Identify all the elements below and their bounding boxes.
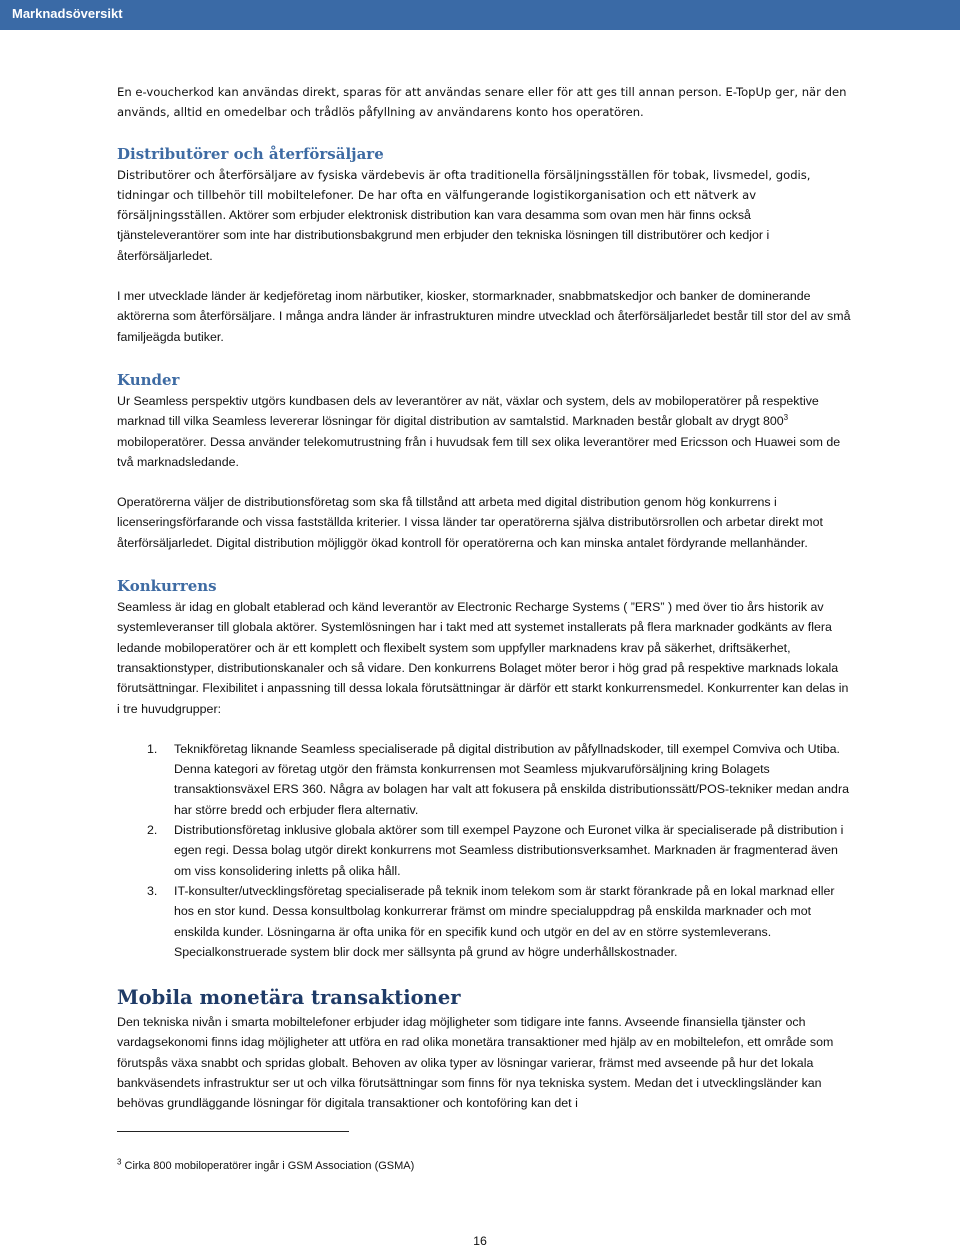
competition-paragraph-1: Seamless är idag en globalt etablerad och känd leverantör av Electronic Recharge Systems ( ”ERS” ) med över tio års historik av systemleveranser till globala aktörer. Systemlösningen har i takt med att systemet installerats på flera marknader godkänts av flera ledande mobiloperatörer och är ett komplett och flexibelt system som uppfyller marknadens krav på säkerhet, driftsäkerhet, transaktionstyper, distributionskanaler och så vidare. Den konkurrens Bolaget möter beror i hög grad på respektive marknads lokala förutsättningar. Flexibilitet i anpassning till dessa lokala förutsättningar är därför ett starkt konkurrensmedel. Konkurrenter kan delas in i tre huvudgrupper:	[117, 600, 849, 716]
page-number: 16	[473, 1234, 487, 1248]
list-item-text: Teknikföretag liknande Seamless specialiserade på digital distribution av påfyllnadskoder, till exempel Comviva och Utiba. Denna kategori av företag utgör den främsta konkurrensen mot Seamless mjukvaruförsäljning kring Bolagets transaktionsväxel ERS 360. Några av bolagen har valt att fokusera på enskilda distributionssätt/POS-tekniker medan andra har större bredd och erbjuder flera alternativ.	[174, 741, 849, 817]
footnote-separator	[117, 1131, 349, 1132]
list-item	[117, 820, 853, 881]
distributors-paragraph-1-sans: Distributörer och återförsäljare av fysiska värdebevis är ofta traditionella försäljningsställen för tobak, livsmedel, godis, tidningar och tillbehör till mobiltelefoner. De har ofta en välfungerande logistikorganisation och ett nätverk av försäljningsställen.	[117, 167, 811, 223]
list-item	[117, 739, 853, 820]
distributors-paragraph-2: I mer utvecklade länder är kedjeföretag inom närbutiker, kiosker, stormarknader, snabbmatskedjor och banker de dominerande aktörerna som återförsäljare. I många andra länder är infrastrukturen mindre utvecklad och återförsäljarledet består till stor del av små familjeägda butiker.	[117, 289, 851, 344]
list-item-text: IT-konsulter/utvecklingsföretag specialiserade på teknik inom telekom som är starkt förankrade på en lokal marknad eller hos en stor kund. Dessa konsultbolag konkurrerar främst om mindre specialuppdrag på enskilda marknader och mot enskilda kunder. Lösningarna är ofta unika för en specifik kund och utgör en del av en större systemleverans. Specialkonstruerade system blir dock mer sällsynta på grund av högre underhållskostnader.	[174, 883, 835, 959]
page-header-bar	[0, 0, 960, 30]
customers-paragraph-1-text-end: mobiloperatörer. Dessa använder telekomutrustning från i huvudsak fem till sex olika leverantörer med Ericsson och Huawei som de två marknadsledande.	[117, 434, 841, 469]
document-body	[117, 82, 853, 1114]
footnote-marker: 3	[117, 1157, 122, 1167]
competitor-groups-list	[117, 739, 853, 962]
footnote	[117, 1158, 414, 1174]
mobile-transactions-paragraph: Den tekniska nivån i smarta mobiltelefoner erbjuder idag möjligheter som tidigare inte fanns. Avseende finansiella tjänster och vardagsekonomi finns idag möjligheter att utföra en rad olika monetära transaktioner med hjälp av en mobiltelefon, ett område som förutspås växa snabbt och spridas globalt. Behoven av olika typer av lösningar varierar, främst med avseende på hur det lokala bankväsendets infrastruktur ser ut och vilka förutsättningar som finns för nya tekniska system. Medan det i utvecklingsländer kan behövas grundläggande lösningar för digitala transaktioner och kontoföring kan det i	[117, 1015, 834, 1111]
customers-paragraph-1	[117, 391, 853, 472]
footnote-reference: 3	[783, 413, 789, 423]
list-item	[117, 881, 853, 962]
distributors-paragraph-1	[117, 165, 853, 266]
intro-paragraph: En e-voucherkod kan användas direkt, sparas för att användas senare eller för att ges till annan person. E-TopUp ger, när den används, alltid en omedelbar och trådlös påfyllning av användarens konto hos operatören.	[117, 85, 847, 120]
list-item-number: 1.	[147, 741, 158, 756]
heading-mobile-transactions: Mobila monetära transaktioner	[117, 986, 461, 1010]
list-item-text: Distributionsföretag inklusive globala aktörer som till exempel Payzone och Euronet vilka är specialiserade på distribution i egen regi. Dessa bolag utgör direkt konkurrens mot Seamless distributionsverksamhet. Marknaden är fragmenterad även om viss konsolidering inletts på olika håll.	[174, 823, 844, 878]
footnote-text: Cirka 800 mobiloperatörer ingår i GSM Association (GSMA)	[121, 1160, 415, 1172]
list-item-number: 2.	[147, 823, 158, 838]
list-item-number: 3.	[147, 883, 158, 898]
customers-paragraph-2: Operatörerna väljer de distributionsföretag som ska få tillstånd att arbeta med digital distribution genom hög konkurrens i licenseringsförfarande och vissa fastställda kriterier. I vissa länder tar operatörerna själva distributörsrollen och arbetar direkt mot återförsäljarledet. Digital distribution möjliggör ökad kontroll för operatörerna och kan minska antalet fördyrande mellanhänder.	[117, 495, 823, 550]
heading-customers: Kunder	[117, 370, 180, 389]
heading-competition: Konkurrens	[117, 577, 217, 596]
customers-paragraph-1-text: Ur Seamless perspektiv utgörs kundbasen dels av leverantörer av nät, växlar och system, dels av mobiloperatörer på respektive marknad till vilka Seamless levererar lösningar för digital distribution av samtalstid. Marknaden består globalt av drygt 800	[117, 393, 819, 429]
header-title: Marknadsöversikt	[12, 6, 123, 21]
heading-distributors: Distributörer och återförsäljare	[117, 144, 384, 163]
distributors-paragraph-1-rest: Aktörer som erbjuder elektronisk distribution kan vara desamma som ovan men här finns också tjänsteleverantörer som inte har distributionsbakgrund men erbjuder den tekniska lösningen till distributörer och kedjor i återförsäljarledet.	[117, 208, 770, 263]
